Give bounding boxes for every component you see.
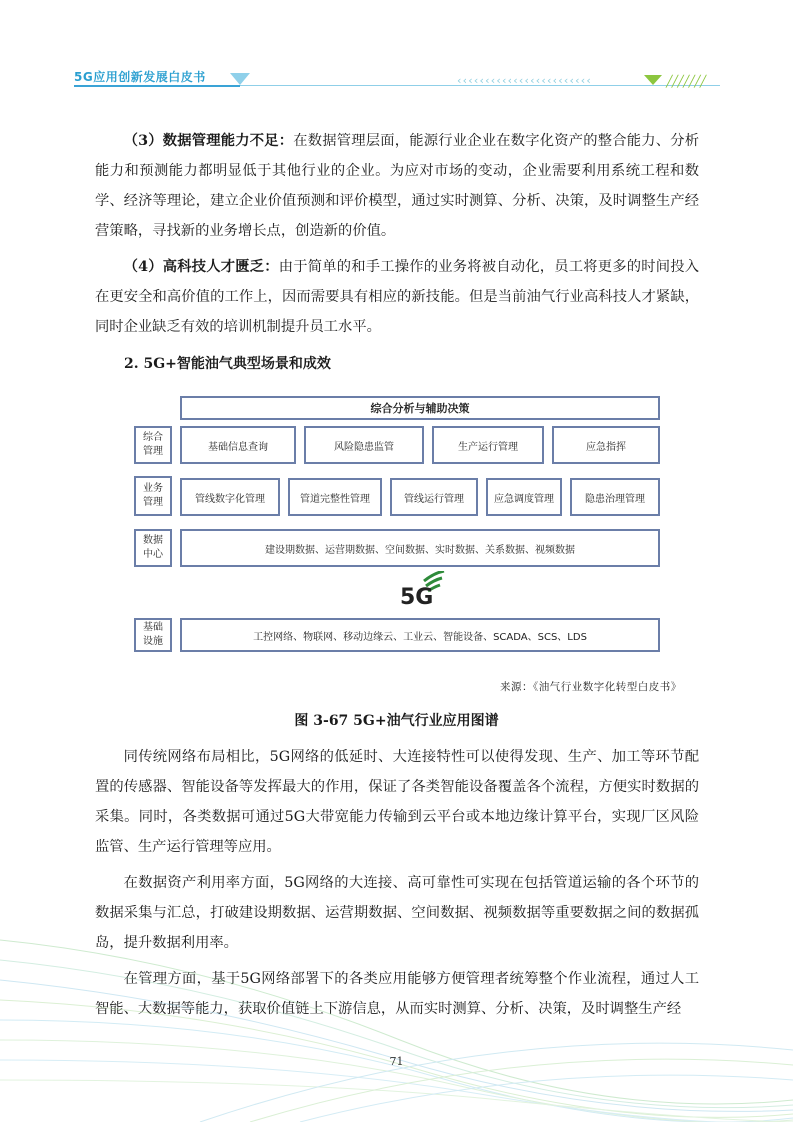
paragraph-data-asset: 在数据资产利用率方面，5G网络的大连接、高可靠性可实现在包括管道运输的各个环节的数据采集与汇总，打破建设期数据、运营期数据、空间数据、视频数据等重要数据之间的数据孤岛，提升数据利用率。 (95, 875, 699, 951)
paragraph-label: （4）高科技人才匮乏： (123, 259, 279, 275)
header-green-triangle-icon (644, 75, 662, 85)
diagram-item: 应急调度管理 (486, 478, 562, 516)
diagram-row-label-text: 数据 中心 (143, 535, 163, 560)
diagram-item: 工控网络、物联网、移动边缘云、工业云、智能设备、SCADA、SCS、LDS (180, 618, 660, 652)
header-dash-decoration: ╱╱╱╱╱╱╱ (666, 75, 706, 88)
diagram-item: 生产运行管理 (432, 426, 544, 464)
diagram-row-label (134, 476, 172, 516)
diagram-item: 隐患治理管理 (570, 478, 660, 516)
diagram-item: 应急指挥 (552, 426, 660, 464)
decorative-wave-lines (0, 900, 793, 1122)
paragraph-body: 由于简单的和手工操作的业务将被自动化，员工将更多的时间投入在更安全和高价值的工作上，因而需要具有相应的新技能。但是当前油气行业高科技人才紧缺，同时企业缺乏有效的培训机制提升员工水平。 (95, 259, 699, 335)
diagram-row-label (134, 529, 172, 567)
diagram-item: 风险隐患监管 (304, 426, 424, 464)
diagram-top-decision: 综合分析与辅助决策 (180, 396, 660, 420)
diagram-item: 管线运行管理 (390, 478, 478, 516)
5g-logo-text: 5G (400, 585, 434, 610)
diagram-row-label-text: 基础 设施 (143, 622, 163, 647)
figure-source: 来源：《油气行业数字化转型白皮书》 (500, 681, 682, 693)
diagram-item: 建设期数据、运营期数据、空间数据、实时数据、关系数据、视频数据 (180, 529, 660, 567)
diagram-row-label (134, 426, 172, 464)
running-header-title: 5G应用创新发展白皮书 (74, 70, 206, 84)
paragraph-body: 在数据管理层面，能源行业企业在数字化资产的整合能力、分析能力和预测能力都明显低于其他行业的企业。为应对市场的变动，企业需要利用系统工程和数学、经济等理论，建立企业价值预测和评价模型，通过实时测算、分析、决策，及时调整生产经营策略，寻找新的业务增长点，创造新的价值。 (95, 133, 699, 239)
header-accent-bar (74, 85, 240, 87)
paragraph-management: 在管理方面，基于5G网络部署下的各类应用能够方便管理者统筹整个作业流程，通过人工智能、大数据等能力，获取价值链上下游信息，从而实时测算、分析、决策，及时调整生产经 (95, 971, 699, 1017)
application-map-diagram (134, 396, 660, 654)
header-triangle-icon (230, 73, 250, 85)
diagram-item: 管线数字化管理 (180, 478, 280, 516)
paragraph-talent-shortage (95, 252, 699, 342)
diagram-item: 基础信息查询 (180, 426, 296, 464)
paragraph-data-management (95, 126, 699, 246)
page-number: 71 (389, 1055, 404, 1068)
header-chevron-decoration: ‹‹‹‹‹‹‹‹‹‹‹‹‹‹‹‹‹‹‹‹‹‹‹‹ (456, 74, 591, 87)
5g-logo (396, 571, 456, 615)
diagram-row-label-text: 综合 管理 (143, 432, 163, 457)
paragraph-network-layout: 同传统网络布局相比，5G网络的低延时、大连接特性可以使得发现、生产、加工等环节配置的传感器、智能设备等发挥最大的作用，保证了各类智能设备覆盖各个流程，方便实时数据的采集。同时，各类数据可通过5G大带宽能力传输到云平台或本地边缘计算平台，实现厂区风险监管、生产运行管理等应用。 (95, 749, 699, 855)
diagram-row-label-text: 业务 管理 (143, 483, 163, 508)
paragraph-label: （3）数据管理能力不足： (123, 133, 294, 149)
diagram-row-label (134, 618, 172, 652)
figure-caption: 图 3-67 5G+油气行业应用图谱 (294, 713, 499, 729)
diagram-item: 管道完整性管理 (288, 478, 382, 516)
section-title: 2. 5G+智能油气典型场景和成效 (124, 356, 331, 372)
